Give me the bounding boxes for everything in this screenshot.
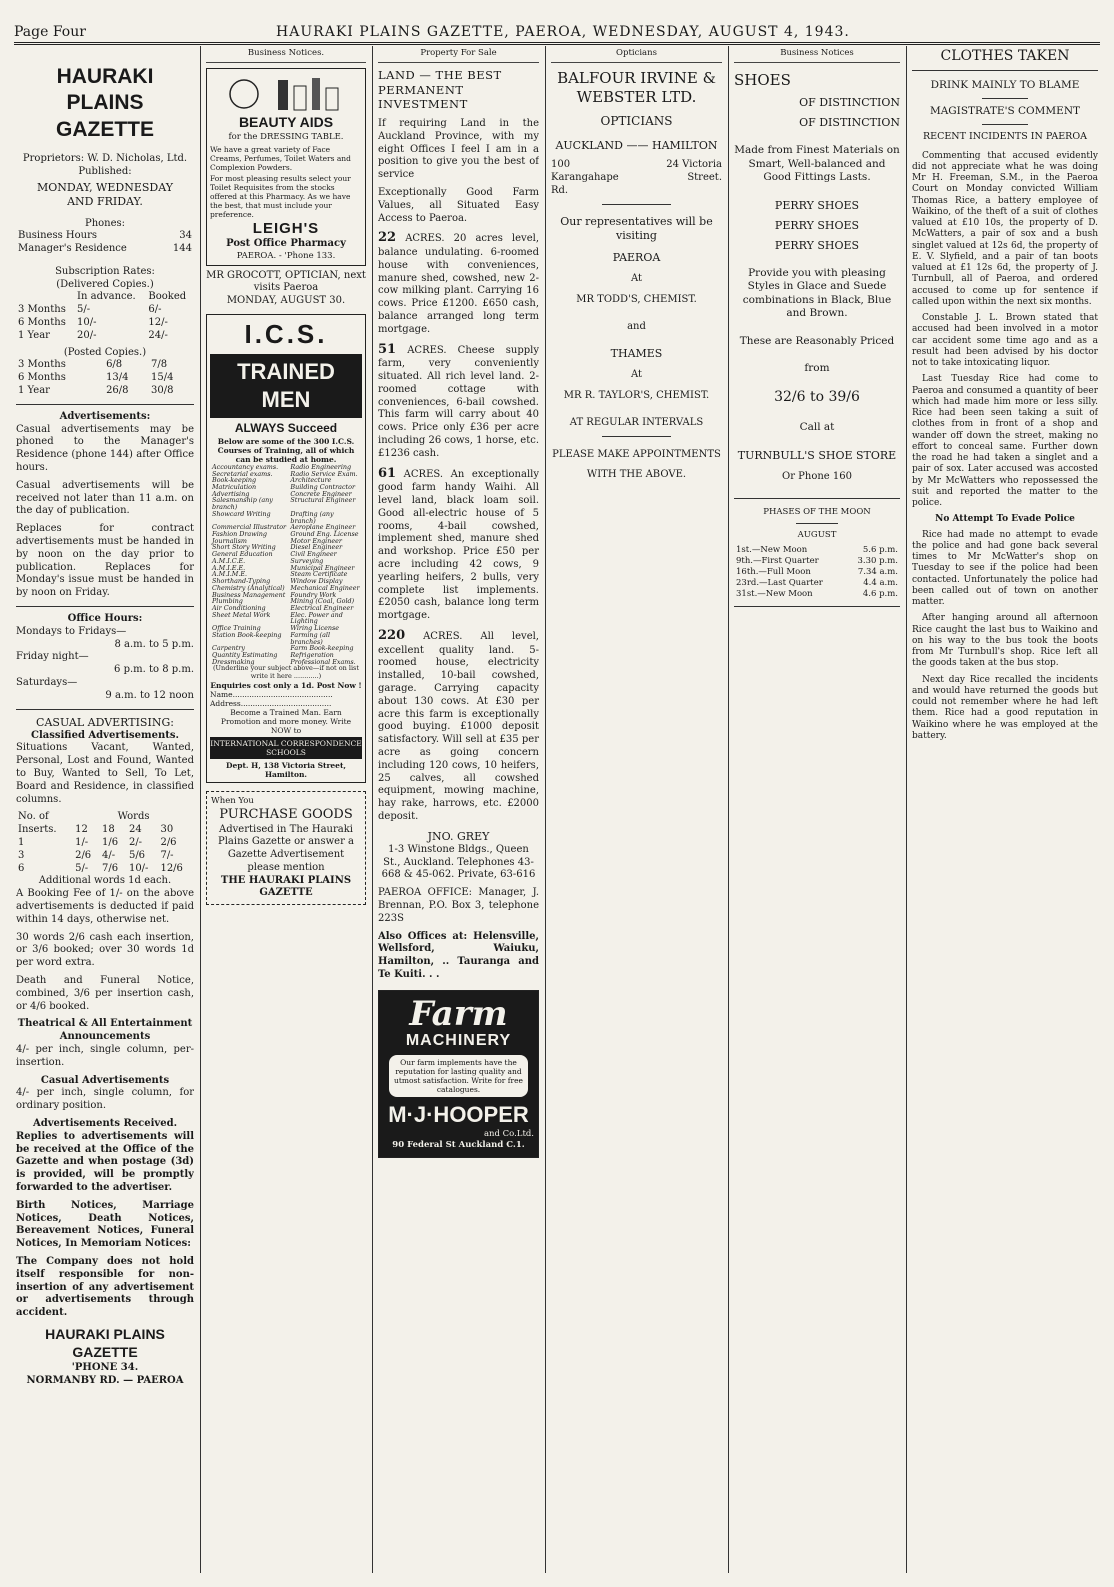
listing [378,342,539,461]
at-label: At [630,272,643,284]
moon-table [734,545,900,599]
hooper-ad [378,990,539,1158]
rate-booked: 15/4 [151,372,174,384]
at-label: At [630,369,643,381]
words-col: 30 [160,824,174,836]
story-para: Next day Rice recalled the incidents and would have returned the goods but could not remember where he had left them. Rice had a good reputation in Waikino where he was employed at the battery. [912,674,1098,741]
ics-course: Architecture [290,476,332,485]
casual-ads-title: Casual Advertisements [40,1074,170,1086]
purchase-ad [206,791,366,905]
ics-intro: Below are some of the 300 I.C.S. Courses of Training, all of which can be studied at home. [217,436,355,464]
ics-course: A.M.I.M.E. [212,570,248,579]
purchase-text: Advertised in The Hauraki Plains Gazette or answer a Gazette Advertisement please mention [217,823,355,873]
words-col: 12 [75,824,88,836]
hooper-address: 90 Federal St Auckland C.1. [392,1140,525,1151]
ics-course: Ground Eng. License [290,530,359,539]
moon-row [734,578,900,589]
rate-advance: 26/8 [106,385,129,397]
listing-text: ACRES. All level, excellent quality land. 5-roomed house, electricity installed, 10-bail cowshed, garage. Carrying capacity about 130 cows. At £30 per acre this farm is exceptionally good buying. £1000 deposit satisfactory. Will sell at £35 per acre as going concern including 120 cows, 10 heifers, 25 calves, all cowshed equipment, mowing machine, hay rake, harrows, etc. £2000 deposit. [378,631,539,822]
words-cell: 1/- [75,837,89,849]
ics-course: Window Display [290,577,343,586]
ads-para: Replaces for contract advertisements must be handed in by noon on the day prior to publication. Replaces for Monday's issue must be handed in by noon on Friday. [16,523,194,599]
page-title: HAURAKI PLAINS GAZETTE, PAEROA, WEDNESDAY, AUGUST 4, 1943. [276,24,850,40]
store-name: TURNBULL'S SHOE STORE [737,448,897,462]
moon-phase: 1st.—New Moon [736,545,808,556]
rate-booked: 6/- [148,304,162,316]
evade-subhead: No Attempt To Evade Police [935,514,1075,525]
rate-row [16,372,194,385]
moon-row [734,589,900,600]
words-row [16,850,194,863]
shoes-made: Made from Finest Materials on Smart, Well-balanced and Good Fittings Lasts. [734,144,900,184]
ics-course: Accountancy exams. [212,462,279,471]
ics-course: Plumbing [212,597,243,606]
ics-course-row [210,632,362,645]
regular-intervals: AT REGULAR INTERVALS [569,417,704,428]
words-table [16,811,194,875]
ics-dept: Dept. H, 138 Victoria Street, Hamilton. [225,761,347,779]
ics-course: Wiring License [290,624,340,633]
words-cell: 12/6 [160,862,183,874]
purchase-name: THE HAURAKI PLAINS GAZETTE [220,874,352,899]
ics-always: ALWAYS Succeed [234,421,338,436]
moon-time: 3.30 p.m. [857,556,898,567]
words-cell: 5/- [75,862,89,874]
office-time: 8 a.m. to 5 p.m. [114,638,194,650]
phone-value: 34 [179,230,192,242]
column-opticians [551,46,722,1575]
listing-text: ACRES. 20 acres level, balance undulating. 6-roomed house with conveniences, manure shed, cowshed, new 2-cow milking plant. Carrying 16 cows. Price £1200. £650 cash, balance arranged long term mortgage. [378,233,539,335]
words-col: 24 [128,824,142,836]
appointments: PLEASE MAKE APPOINTMENTS WITH THE ABOVE. [552,448,721,480]
words-cell: 2/6 [75,849,92,861]
ics-course: Chemistry (Analytical) [212,583,285,592]
phone-label: Business Hours [18,230,98,242]
additional-words: Additional words 1d each. [38,875,172,887]
listing-acres: 51 [378,341,397,357]
rates-head: In advance. [77,291,136,303]
cities: AUCKLAND —— HAMILTON [555,139,718,153]
footer-phone: 'PHONE 34. [71,1361,139,1373]
rate-row [16,330,194,343]
store-phone: Or Phone 160 [782,470,852,482]
land-values: Exceptionally Good Farm Values, all Situated Easy Access to Paeroa. [378,187,539,224]
column-rule [906,46,907,1573]
listing [378,466,539,623]
ics-course: Municipal Engineer [290,563,355,572]
moon-time: 7.34 a.m. [857,567,898,578]
published-days: MONDAY, WEDNESDAY AND FRIDAY. [37,181,173,209]
ics-course: Matriculation [212,483,257,491]
story-para: After hanging around all afternoon Rice caught the last bus to Waikino and on his way to the bus took the boots from Mr Turnbull's shop. Rice left all the goods taken at the bus stop. [912,613,1098,669]
words-cell: 2/6 [160,837,177,849]
ics-course: Quantity Estimating [212,650,278,659]
leigh-name: LEIGH'S [252,219,320,237]
leigh-sub: Post Office Pharmacy [226,237,346,249]
visit-paeroa: PAEROA [612,250,661,264]
ics-course: General Education [212,550,273,559]
section-head: Opticians [551,46,722,63]
machinery-word: MACHINERY [405,1031,512,1049]
rate-booked: 24/- [148,329,168,341]
shoes-from: from [804,361,830,374]
ics-enquiries: Enquiries cost only a 1d. Post Now ! [210,681,362,690]
ics-course: Mining (Coal, Gold) [290,597,355,606]
subscription-title: Subscription Rates: [55,265,155,277]
land-intro: If requiring Land in the Auckland Province, with my eight Offices I feel I am in a position to give you the best of service [378,118,539,181]
land-title: LAND — THE BEST PERMANENT INVESTMENT [378,67,502,112]
published-label: Published: [78,165,132,177]
leigh-address: PAEROA. - 'Phone 133. [236,250,336,261]
phone-label: Manager's Residence [18,243,127,255]
column-news [912,46,1098,1575]
moon-time: 4.6 p.m. [862,588,898,599]
taylor-chemist: MR R. TAYLOR'S, CHEMIST. [563,390,710,402]
ics-course-table [210,464,362,666]
ics-address-field: Address...................................... [210,699,332,708]
ics-course: Structural Engineer [290,496,356,505]
ics-course: Refrigeration [290,650,334,659]
words-cell: 4/- [102,849,116,861]
moon-row [734,567,900,578]
rate-advance: 13/4 [106,372,129,384]
office-title: Office Hours: [67,613,143,625]
ics-course: Business Management [212,590,286,599]
paper-name: HAURAKI PLAINS GAZETTE [56,65,154,141]
beauty-text: We have a great variety of Face Creams, Perfumes, Toilet Waters and Complexion Powders. [210,144,351,172]
ics-course: Farm Book-keeping [290,644,354,653]
column-rule [372,46,373,1573]
ics-course: Showcard Writing [212,509,271,518]
grocott-date: MONDAY, AUGUST 30. [226,295,346,307]
visit-thames: THAMES [610,347,663,361]
words-head: Words [117,811,150,823]
rate-period: 1 Year [18,385,50,397]
ics-ad [206,314,366,783]
rate-row [16,317,194,330]
moon-time: 4.4 a.m. [863,577,898,588]
ics-course: Radio Service Exam. [290,469,358,478]
ads-para: Casual advertisements will be received not later than 11 a.m. on the day of publication. [16,479,194,517]
rate-row [16,304,194,317]
perry-shoes: PERRY SHOES [774,238,860,252]
ics-course: Dressmaking [212,657,255,666]
rate-booked: 7/8 [151,359,168,371]
words-cell: 6 [18,862,25,874]
beauty-sub: for the DRESSING TABLE. [228,131,344,142]
shoes-title: SHOES [734,70,791,89]
listing-acres: 22 [378,230,397,246]
office-day: Mondays to Fridays— [16,625,127,637]
death-notice: Death and Funeral Notice, combined, 3/6 per insertion cash, or 4/6 booked. [16,975,194,1012]
story-sub: MAGISTRATE'S COMMENT [929,104,1081,117]
hooper-text: Our farm implements have the reputation for lasting quality and utmost satisfaction. Write for free catalogues. [389,1055,528,1097]
birth-notices: Birth Notices, Marriage Notices, Death Notices, Bereavement Notices, Funeral Notices, In Memoriam Notices: [16,1199,194,1250]
theatrical-text: 4/- per inch, single column, per-insertion. [16,1044,194,1068]
moon-time: 5.6 p.m. [862,545,898,556]
rate-advance: 6/8 [106,359,123,371]
moon-row [734,556,900,567]
ics-course: Electrical Engineer [290,603,354,612]
ics-course: Drafting (any branch) [290,509,334,525]
office-day: Friday night— [16,651,89,663]
office-time: 6 p.m. to 8 p.m. [114,664,194,676]
listing-text: ACRES. Cheese supply farm, very conveniently situated. All rich level land. 2-roomed cottage with conveniences, 6-bail cowshed. This farm will carry about 40 cows. Price only £36 per acre including 26 cows, 1 horse, etc. £1236 cash. [378,344,539,459]
ads-para: Casual advertisements may be phoned to the Manager's Residence (phone 144) after Office hours. [16,423,194,474]
listing-acres: 61 [378,465,397,481]
phones-table [16,230,194,256]
moon-title: PHASES OF THE MOON [763,506,871,517]
story-para: Rice had made no attempt to evade the police and had gone back several times to Mr McWatter's shop on Tuesday to see if the police had been contacted. Unfortunately the police had been called out of town on another matter. [912,529,1098,608]
ics-course: A.M.I.C.E. [212,556,246,565]
posted-label: (Posted Copies.) [63,346,147,358]
perry-shoes: PERRY SHOES [774,218,860,232]
company-disclaimer: The Company does not hold itself responsible for non-insertion of any advertisement or advertisements through accident. [16,1255,194,1319]
ics-course: Shorthand-Typing [212,577,271,586]
perry-shoes: PERRY SHOES [774,198,860,212]
hooper-name: M·J·HOOPER [388,1102,529,1128]
thirty-words: 30 words 2/6 cash each insertion, or 3/6 booked; over 30 words 1d per word extra. [16,931,194,969]
ics-course: Concrete Engineer [290,489,352,498]
words-row [16,837,194,850]
bottles-illustration [210,74,362,112]
firm-name: BALFOUR IRVINE & WEBSTER LTD. [557,68,716,107]
farm-word: Farm [409,993,508,1034]
rate-advance: 5/- [77,304,91,316]
words-row [16,863,194,876]
moon-row [734,545,900,556]
received-text: Replies to advertisements will be received at the Office of the Gazette and when postage (3d) is provided, will be promptly forwarded to the advertiser. [16,1130,194,1193]
ics-course: Foundry Work [290,590,337,599]
rate-period: 6 Months [18,372,66,384]
theatrical-title: Theatrical & All Entertainment Announcements [17,1018,193,1043]
ics-course: Book-keeping [212,476,257,485]
phones-label: Phones: [84,217,126,229]
booking-fee: A Booking Fee of 1/- on the above advertisements is deducted if paid within 14 days, otherwise net. [16,888,194,925]
ics-course: Motor Engineer [290,536,342,545]
shoes-provide: Provide you with pleasing Styles in Glace and Suede combinations in Black, Blue and Brown. [742,266,892,320]
listing [378,628,539,824]
section-head: Business Notices [734,46,900,63]
distinction-line: OF DISTINCTION [799,116,900,130]
and-label: and [627,320,646,332]
ics-course: Commercial Illustrator [212,523,287,532]
page-label: Page Four [14,24,86,40]
delivered-rates [16,291,194,342]
rate-advance: 10/- [77,317,97,329]
column-business-notices-2 [734,46,900,1575]
address-auckland: 100 Karangahape Rd. [551,159,619,196]
ics-schools: INTERNATIONAL CORRESPONDENCE SCHOOLS [210,739,362,757]
ics-course: Building Contractor [290,483,356,491]
ics-course: Steam Certificate [290,570,348,579]
ics-course: Surveying [290,556,324,565]
paeroa-office: PAEROA OFFICE: Manager, J. Brennan, P.O. Box 3, telephone 223S [378,887,539,924]
shoes-price: 32/6 to 39/6 [774,389,860,406]
grocott-notice: MR GROCOTT, OPTICIAN, next visits Paeroa [206,269,366,294]
ics-course: Sheet Metal Work [212,610,271,619]
rate-booked: 30/8 [151,385,174,397]
beauty-ad [206,68,366,266]
rate-row [16,385,194,398]
ics-underline: (Underline your subject above—if not on list write it here ............) [213,664,359,681]
ics-become: Become a Trained Man. Earn Promotion and more money. Write NOW to [220,708,352,735]
ics-course-row [210,511,362,524]
words-col: Inserts. [18,824,57,836]
ics-course: Carpentry [212,644,245,653]
words-cell: 10/- [128,862,149,874]
column-business-notices [206,46,366,1575]
story-para: Last Tuesday Rice had come to Paeroa and consumed a quantity of beer which had made him more or less silly. Rice had been seen taking a suit of clothes from in front of a shop and wander off down the street, making no effort to conceal same. Further down the road he had taken a singlet and a pair of sox. Later accused was accosted by Mr McWatters who repossessed the suit and reported the matter to the police. [912,374,1098,509]
received-title: Advertisements Received. [32,1117,178,1129]
moon-phase: 23rd.—Last Quarter [736,577,823,588]
delivered-label: (Delivered Copies.) [56,278,154,290]
ics-course: Mechanical Engineer [290,583,360,592]
reps-text: Our representatives will be visiting [560,214,713,242]
address-hamilton: 24 Victoria Street. [666,159,722,184]
addresses [551,159,722,197]
phone-value: 144 [172,243,192,255]
words-head: No. of [18,811,49,823]
ics-course: Secretarial exams. [212,469,273,478]
masthead [14,18,1100,45]
column-paper-info [16,46,194,1575]
other-offices: Also Offices at: Helensville, Wellsford, Waiuku, Hamilton, .. Tauranga and Te Kuiti. . . [378,930,539,981]
listing [378,230,539,336]
words-col: 18 [102,824,115,836]
column-property-for-sale [378,46,539,1575]
ics-course-row [210,612,362,625]
casual-ads-text: 4/- per inch, single column, for ordinary position. [16,1087,194,1112]
rate-period: 3 Months [18,304,66,316]
call-at: Call at [799,421,835,434]
purchase-title: PURCHASE GOODS [219,806,353,822]
footer-paper-name: HAURAKI PLAINS GAZETTE [45,1325,165,1360]
moon-phase: 16th.—Full Moon [736,567,811,578]
words-cell: 1 [18,837,25,849]
ics-name-field: Name.......................................... [210,690,333,699]
column-rule [728,46,729,1573]
classified-text: Situations Vacant, Wanted, Personal, Lost and Found, Wanted to Buy, Wanted to Sell, To Let, Board and Residence, in classified columns. [16,742,194,805]
office-day: Saturdays— [16,677,78,688]
proprietors: Proprietors: W. D. Nicholas, Ltd. [22,152,188,164]
rates-head: Booked [148,291,187,303]
column-rule [200,46,201,1573]
casual-title: CASUAL ADVERTISING: [36,715,174,729]
ics-course: Advertising [212,489,250,498]
ics-course: Aeroplane Engineer [290,523,356,532]
beauty-text2: For most pleasing results select your Toilet Requisites from the stocks offered at this Pharmacy. As we have the best, that must include your preference. [210,173,351,219]
hooper-co: and Co.Ltd. [483,1129,534,1140]
moon-month: AUGUST [797,530,837,541]
opticians-label: OPTICIANS [600,113,673,128]
words-cell: 5/6 [128,849,146,861]
moon-phase: 9th.—First Quarter [736,556,819,567]
ics-course: Air Conditioning [212,603,266,612]
ics-trained: TRAINED MEN [210,354,362,418]
ads-title: Advertisements: [59,410,151,422]
story-sub: RECENT INCIDENTS IN PAEROA [923,130,1087,142]
words-cell: 1/6 [102,837,119,849]
story-para: Constable J. L. Brown stated that accused had been involved in a motor car accident some time ago and as a result had been advised by his doctor not to take intoxicating liquor. [912,313,1098,369]
ics-course: Elec. Power and Lighting [290,610,343,626]
distinction-line: OF DISTINCTION [799,96,900,110]
section-head: Business Notices. [206,46,366,63]
agent-address: 1-3 Winstone Bldgs., Queen St., Auckland. Telephones 43-668 & 45-062. Private, 63-616 [381,843,536,881]
ics-course: Radio Engineering [290,462,352,471]
moon-phase: 31st.—New Moon [736,588,813,599]
words-cell: 7/- [160,849,174,861]
classified-title: Classified Advertisements. [31,729,179,741]
story-sub: DRINK MAINLY TO BLAME [930,78,1080,91]
phone-row [16,243,194,256]
ics-course: Farming (all branches) [290,630,331,646]
agent-name: JNO. GREY [427,829,490,843]
words-cell: 2/- [128,837,143,849]
ics-course: A.M.I.E.E. [212,563,246,572]
office-time: 9 a.m. to 12 noon [105,689,194,701]
ics-course: Fashion Drawing [212,530,267,539]
ics-course: Diesel Engineer [290,543,343,552]
when-you: When You [211,796,254,806]
listing-text: ACRES. An exceptionally good farm handy Waihi. All level land, black loam soil. Good all-electric house of 5 rooms, 4-bail cowshed, implement shed, manure shed and workshop. Price £50 per acre including 42 cows, 9 yearling heifers, 2 bulls, very complete list implements. £2050 cash, balance long term mortgage. [378,468,539,622]
ics-course: Professional Exams. [290,657,356,666]
ics-course: Office Training [212,624,261,633]
todd-chemist: MR TODD'S, CHEMIST. [576,293,697,305]
posted-rates [16,359,194,397]
listing-acres: 220 [378,628,406,643]
rate-period: 6 Months [18,317,66,329]
rate-period: 1 Year [18,329,50,341]
ics-course: Short Story Writing [212,543,276,552]
rate-booked: 12/- [148,317,168,329]
phone-row [16,230,194,243]
ics-logo: I.C.S. [244,318,328,349]
rate-period: 3 Months [18,359,66,371]
beauty-title: BEAUTY AIDS [238,113,334,130]
ics-course: Station Book-keeping [212,630,282,639]
rate-advance: 20/- [77,329,97,341]
footer-address: NORMANBY RD. — PAEROA [26,1374,184,1386]
ics-course-row [210,497,362,510]
story-para: Commenting that accused evidently did not appreciate what he was doing Mr H. Freeman, S.M., in the Paeroa Court on Monday convicted William Thomas Rice, a battery employee of Waikino, of the theft of a suit of clothes valued at £10 10s, the property of D. McWatters, a pair of sox and a bush singlet valued at 12s 6d, the property of E. V. Slyfield, and a pair of tan boots valued at £1 12s 6d, the property of J. Turnbull, all of Paeroa, and ordered accused to come up for sentence if called upon within the next six months. [912,150,1098,307]
words-cell: 7/6 [102,862,119,874]
ics-course: Civil Engineer [290,550,337,559]
ics-course: Salesmanship (any branch) [212,496,273,512]
ics-course: Journalism [212,536,247,545]
rate-row [16,359,194,372]
shoes-priced: These are Reasonably Priced [739,334,895,347]
story-title: CLOTHES TAKEN [912,48,1098,71]
section-head: Property For Sale [378,46,539,63]
words-cell: 3 [18,849,25,861]
column-rule [545,46,546,1573]
